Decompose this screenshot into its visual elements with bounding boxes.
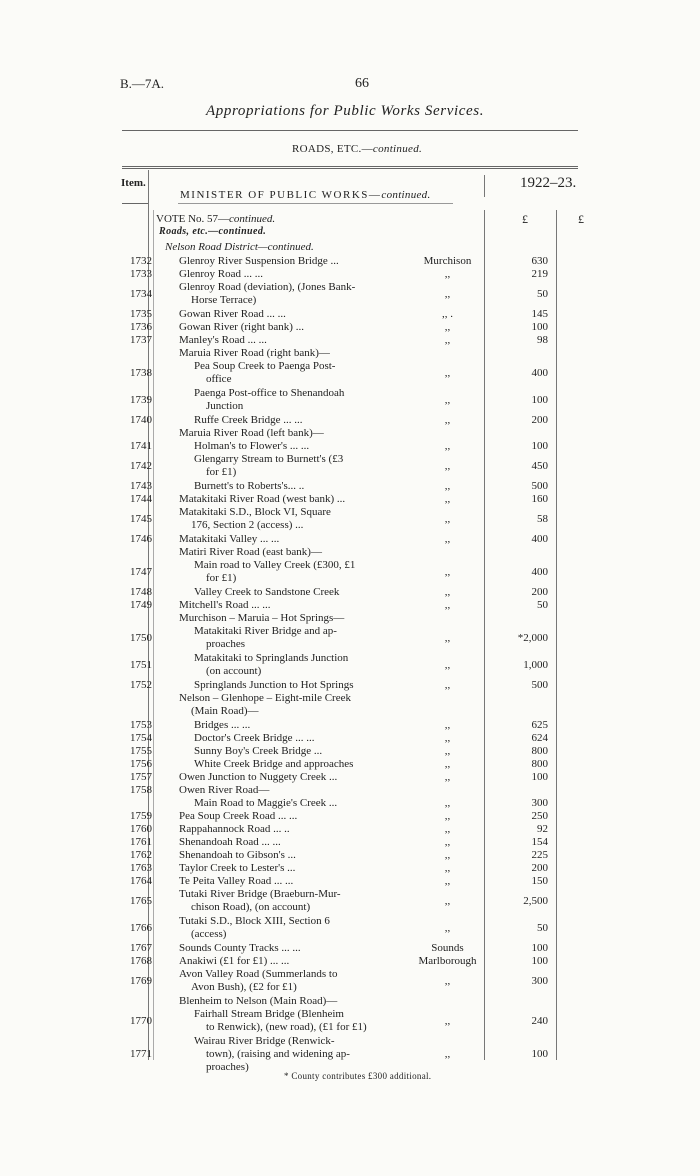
item-description: Blenheim to Nelson (Main Road)— xyxy=(179,995,338,1007)
item-description: Owen Junction to Nuggety Creek ... xyxy=(179,771,338,783)
item-amount: 300 xyxy=(531,975,548,987)
item-number: 1765 xyxy=(130,895,152,907)
item-description: Nelson – Glenhope – Eight-mile Creek xyxy=(179,692,351,704)
item-number: 1745 xyxy=(130,513,152,525)
item-description: Glenroy River Suspension Bridge ... xyxy=(179,255,339,267)
item-amount: 100 xyxy=(531,394,548,406)
item-location: ,, xyxy=(444,367,451,379)
item-description: chison Road), (on account) xyxy=(191,901,311,913)
item-location: ,, xyxy=(444,895,451,907)
item-description: Sounds County Tracks ... ... xyxy=(179,942,301,954)
item-number: 1741 xyxy=(130,440,152,452)
item-amount: 624 xyxy=(531,732,548,744)
item-number: 1747 xyxy=(130,566,152,578)
item-number: 1735 xyxy=(130,308,152,320)
item-amount: 200 xyxy=(531,586,548,598)
table-top-rule xyxy=(122,166,578,167)
item-location: ,, xyxy=(444,460,451,472)
item-location: ,, xyxy=(444,719,451,731)
item-description: Doctor's Creek Bridge ... ... xyxy=(194,732,315,744)
item-description: Matakitaki River Bridge and ap- xyxy=(194,625,337,637)
item-amount: 240 xyxy=(531,1015,548,1027)
item-description: Glenroy Road (deviation), (Jones Bank- xyxy=(179,281,356,293)
item-description: Glengarry Stream to Burnett's (£3 xyxy=(194,453,344,465)
table-top-rule-double xyxy=(122,168,578,169)
item-number: 1750 xyxy=(130,632,152,644)
item-description: Tutaki S.D., Block XIII, Section 6 xyxy=(179,915,330,927)
item-description: Matakitaki River Road (west bank) ... xyxy=(179,493,346,505)
item-description: Avon Bush), (£2 for £1) xyxy=(191,981,297,993)
item-location: ,, xyxy=(444,797,451,809)
item-description: Pea Soup Creek to Paenga Post- xyxy=(194,360,336,372)
item-number: 1766 xyxy=(130,922,152,934)
item-amount: 100 xyxy=(531,440,548,452)
item-description: Fairhall Stream Bridge (Blenheim xyxy=(194,1008,344,1020)
item-number: 1742 xyxy=(130,460,152,472)
item-description: for £1) xyxy=(206,466,237,478)
item-amount: 400 xyxy=(531,533,548,545)
item-description: White Creek Bridge and approaches xyxy=(194,758,354,770)
item-column-header: Item. xyxy=(121,177,146,189)
item-amount: 800 xyxy=(531,745,548,757)
item-description: (Main Road)— xyxy=(191,705,259,717)
item-description: Valley Creek to Sandstone Creek xyxy=(194,586,340,598)
item-number: 1740 xyxy=(130,414,152,426)
item-amount: 500 xyxy=(531,679,548,691)
item-amount: 145 xyxy=(531,308,548,320)
item-location: ,, xyxy=(444,823,451,835)
item-amount: 630 xyxy=(531,255,548,267)
item-location: ,, xyxy=(444,586,451,598)
item-number: 1734 xyxy=(130,288,152,300)
item-amount: 50 xyxy=(537,599,548,611)
item-description: Avon Valley Road (Summerlands to xyxy=(179,968,338,980)
item-location: ,, xyxy=(444,810,451,822)
item-location: ,, xyxy=(444,758,451,770)
item-number: 1757 xyxy=(130,771,152,783)
item-location: ,, xyxy=(444,1015,451,1027)
item-location: ,, xyxy=(444,493,451,505)
item-number: 1752 xyxy=(130,679,152,691)
item-location: ,, xyxy=(444,849,451,861)
item-column-divider-inner xyxy=(153,210,154,1060)
item-number: 1754 xyxy=(130,732,152,744)
item-amount: 625 xyxy=(531,719,548,731)
item-number: 1769 xyxy=(130,975,152,987)
item-location: ,, xyxy=(444,394,451,406)
item-location: ,, xyxy=(444,440,451,452)
item-description: Main Road to Maggie's Creek ... xyxy=(194,797,338,809)
item-amount: 92 xyxy=(537,823,548,835)
item-amount: 160 xyxy=(531,493,548,505)
page-number: 66 xyxy=(355,76,369,91)
currency-column-1: £ xyxy=(522,212,528,226)
item-number: 1755 xyxy=(130,745,152,757)
item-number: 1760 xyxy=(130,823,152,835)
item-description: Sunny Boy's Creek Bridge ... xyxy=(194,745,323,757)
item-amount: 200 xyxy=(531,414,548,426)
item-description: Shenandoah Road ... ... xyxy=(179,836,281,848)
item-number: 1756 xyxy=(130,758,152,770)
item-description: Springlands Junction to Hot Springs xyxy=(194,679,354,691)
item-description: Rappahannock Road ... .. xyxy=(179,823,290,835)
item-description: Wairau River Bridge (Renwick- xyxy=(194,1035,335,1047)
item-description: Main road to Valley Creek (£300, £1 xyxy=(194,559,356,571)
item-amount: 250 xyxy=(531,810,548,822)
district-heading: Nelson Road District—continued. xyxy=(165,241,314,253)
item-number: 1770 xyxy=(130,1015,152,1027)
item-location: ,, xyxy=(444,836,451,848)
item-description: Bridges ... ... xyxy=(194,719,251,731)
item-description: Junction xyxy=(206,400,244,412)
header-rule xyxy=(122,130,578,131)
item-number: 1743 xyxy=(130,480,152,492)
item-number: 1767 xyxy=(130,942,152,954)
item-number: 1732 xyxy=(130,255,152,267)
item-description: proaches) xyxy=(206,1061,249,1073)
item-description: Tutaki River Bridge (Braeburn-Mur- xyxy=(179,888,341,900)
item-amount: 150 xyxy=(531,875,548,887)
item-amount: 100 xyxy=(531,942,548,954)
item-amount: 100 xyxy=(531,955,548,967)
item-location: ,, xyxy=(444,922,451,934)
item-location: ,, xyxy=(444,566,451,578)
vote-heading: VOTE No. 57—continued. xyxy=(156,213,276,225)
item-description: Ruffe Creek Bridge ... ... xyxy=(194,414,303,426)
item-number: 1751 xyxy=(130,659,152,671)
item-number: 1744 xyxy=(130,493,152,505)
item-location: Murchison xyxy=(423,255,472,267)
item-location: ,, xyxy=(444,659,451,671)
item-description: Taylor Creek to Lester's ... xyxy=(179,862,296,874)
item-amount: 50 xyxy=(537,922,548,934)
year-column-header: 1922–23. xyxy=(520,175,577,191)
item-location: ,, xyxy=(444,875,451,887)
item-description: Holman's to Flower's ... ... xyxy=(194,440,310,452)
item-description: Maruia River Road (right bank)— xyxy=(179,347,330,359)
item-description: Shenandoah to Gibson's ... xyxy=(179,849,296,861)
item-location: ,, xyxy=(444,862,451,874)
item-amount: 58 xyxy=(537,513,548,525)
item-location: ,, xyxy=(444,321,451,333)
item-number: 1749 xyxy=(130,599,152,611)
item-description: town), (raising and widening ap- xyxy=(206,1048,350,1060)
item-location: ,, xyxy=(444,1048,451,1060)
item-description: Matakitaki Valley ... ... xyxy=(179,533,280,545)
item-number: 1771 xyxy=(130,1048,152,1060)
item-amount: 98 xyxy=(537,334,548,346)
item-number: 1768 xyxy=(130,955,152,967)
item-amount: 1,000 xyxy=(523,659,548,671)
item-description: Gowan River Road ... ... xyxy=(179,308,286,320)
item-description: Paenga Post-office to Shenandoah xyxy=(194,387,345,399)
item-description: office xyxy=(206,373,232,385)
item-description: proaches xyxy=(206,638,246,650)
item-number: 1748 xyxy=(130,586,152,598)
item-amount: 100 xyxy=(531,1048,548,1060)
item-location: ,, xyxy=(444,268,451,280)
item-location: ,, xyxy=(444,975,451,987)
item-number: 1738 xyxy=(130,367,152,379)
item-description: Murchison – Maruia – Hot Springs— xyxy=(179,612,345,624)
item-number: 1736 xyxy=(130,321,152,333)
item-description: Gowan River (right bank) ... xyxy=(179,321,304,333)
year-column-divider-top xyxy=(484,175,485,197)
item-number: 1733 xyxy=(130,268,152,280)
item-description: Matiri River Road (east bank)— xyxy=(179,546,322,558)
item-amount: 200 xyxy=(531,862,548,874)
item-location: ,, xyxy=(444,513,451,525)
minister-heading: MINISTER OF PUBLIC WORKS—continued. xyxy=(180,189,431,201)
item-description: Te Peita Valley Road ... ... xyxy=(179,875,294,887)
document-reference: B.—7A. xyxy=(120,76,165,91)
item-location: ,, xyxy=(444,533,451,545)
item-location: Sounds xyxy=(431,942,464,954)
item-location: ,, xyxy=(444,599,451,611)
page-title: Appropriations for Public Works Services. xyxy=(206,103,485,119)
minister-underline xyxy=(178,203,453,204)
item-location: ,, xyxy=(444,745,451,757)
item-number: 1761 xyxy=(130,836,152,848)
item-amount: *2,000 xyxy=(517,632,548,644)
section-heading: ROADS, ETC.—continued. xyxy=(292,143,423,155)
item-description: (on account) xyxy=(206,665,262,677)
item-description: Owen River Road— xyxy=(179,784,270,796)
item-amount: 100 xyxy=(531,321,548,333)
item-description: (access) xyxy=(191,928,227,940)
item-number: 1739 xyxy=(130,394,152,406)
item-description: Pea Soup Creek Road ... ... xyxy=(179,810,298,822)
footnote: * County contributes £300 additional. xyxy=(284,1071,432,1081)
item-description: to Renwick), (new road), (£1 for £1) xyxy=(206,1021,367,1033)
item-amount: 400 xyxy=(531,367,548,379)
item-amount: 154 xyxy=(531,836,548,848)
item-location: ,, xyxy=(444,632,451,644)
item-amount: 800 xyxy=(531,758,548,770)
item-location: ,, xyxy=(444,414,451,426)
item-location: ,, xyxy=(444,771,451,783)
roads-subheading: Roads, etc.—continued. xyxy=(159,226,267,237)
item-number: 1737 xyxy=(130,334,152,346)
item-description: Matakitaki S.D., Block VI, Square xyxy=(179,506,331,518)
item-header-underline xyxy=(122,203,148,204)
item-number: 1758 xyxy=(130,784,152,796)
item-amount: 50 xyxy=(537,288,548,300)
item-number: 1764 xyxy=(130,875,152,887)
item-description: 176, Section 2 (access) ... xyxy=(191,519,304,531)
item-location: Marlborough xyxy=(418,955,477,967)
item-number: 1746 xyxy=(130,533,152,545)
item-amount: 450 xyxy=(531,460,548,472)
item-description: Horse Terrace) xyxy=(191,294,257,306)
item-description: Burnett's to Roberts's... .. xyxy=(194,480,305,492)
item-location: ,, xyxy=(444,480,451,492)
item-description: Maruia River Road (left bank)— xyxy=(179,427,324,439)
item-number: 1759 xyxy=(130,810,152,822)
item-number: 1753 xyxy=(130,719,152,731)
item-description: Manley's Road ... ... xyxy=(179,334,267,346)
item-number: 1762 xyxy=(130,849,152,861)
item-description: Mitchell's Road ... ... xyxy=(179,599,271,611)
item-amount: 225 xyxy=(531,849,548,861)
item-location: ,, . xyxy=(442,308,453,320)
item-amount: 300 xyxy=(531,797,548,809)
item-location: ,, xyxy=(444,334,451,346)
item-amount: 400 xyxy=(531,566,548,578)
item-amount: 500 xyxy=(531,480,548,492)
item-amount: 2,500 xyxy=(523,895,548,907)
item-description: Anakiwi (£1 for £1) ... ... xyxy=(179,955,290,967)
item-description: Glenroy Road ... ... xyxy=(179,268,264,280)
item-amount: 100 xyxy=(531,771,548,783)
item-location: ,, xyxy=(444,679,451,691)
amount-column-divider xyxy=(556,210,557,1060)
item-location: ,, xyxy=(444,732,451,744)
currency-column-2: £ xyxy=(578,212,584,226)
item-description: for £1) xyxy=(206,572,237,584)
item-description: Matakitaki to Springlands Junction xyxy=(194,652,349,664)
item-location: ,, xyxy=(444,288,451,300)
item-amount: 219 xyxy=(531,268,548,280)
item-number: 1763 xyxy=(130,862,152,874)
